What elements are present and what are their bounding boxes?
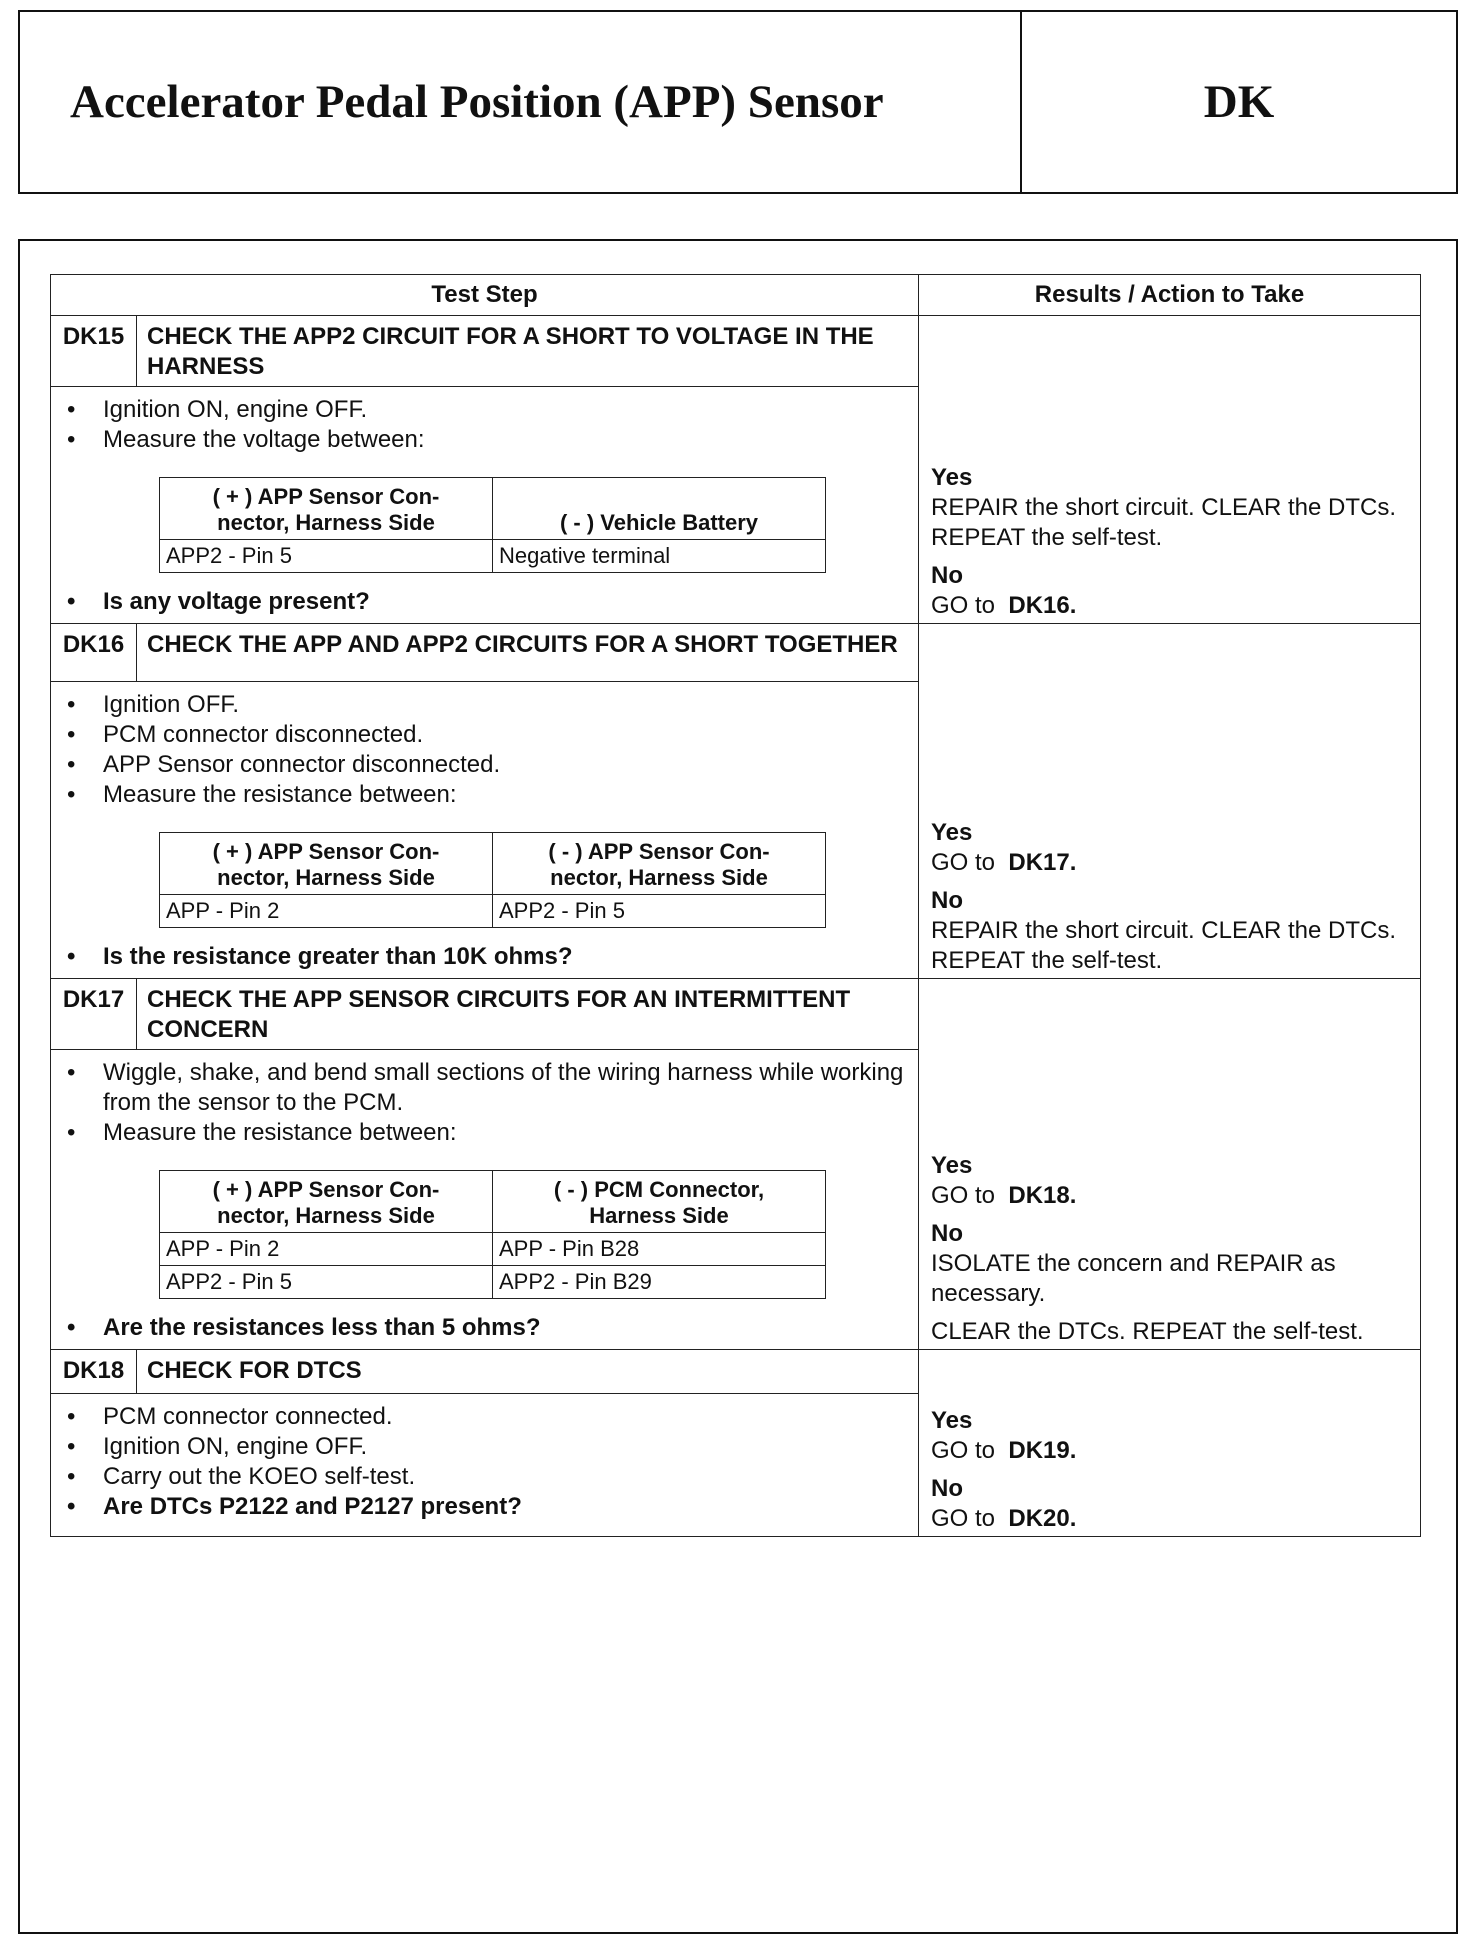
no-action: ISOLATE the concern and REPAIR as necessary. xyxy=(931,1250,1336,1307)
step-title-row xyxy=(51,316,1421,387)
diagnostic-table xyxy=(50,274,1421,1537)
step-result xyxy=(919,979,1421,1350)
list-item: • PCM connector connected. xyxy=(61,1402,908,1432)
yes-label: Yes xyxy=(931,464,973,491)
step-body xyxy=(51,682,919,979)
list-item: • Carry out the KOEO self-test. xyxy=(61,1462,908,1492)
step-code: DK17 xyxy=(51,979,137,1050)
step-title: CHECK THE APP AND APP2 CIRCUITS FOR A SHORT TOGETHER xyxy=(137,624,919,682)
table-header-row xyxy=(51,275,1421,316)
step-result xyxy=(919,316,1421,624)
section-code: DK xyxy=(1020,12,1456,192)
meas-header: ( + ) APP Sensor Con- nector, Harness Side xyxy=(160,833,493,895)
step-code: DK18 xyxy=(51,1350,137,1394)
list-item: • Wiggle, shake, and bend small sections of the wiring harness while working from the sensor to the PCM. xyxy=(61,1058,908,1118)
meas-header: ( - ) APP Sensor Con- nector, Harness Side xyxy=(493,833,826,895)
list-item: • Ignition OFF. xyxy=(61,690,908,720)
step-title-row xyxy=(51,1350,1421,1394)
list-item: • APP Sensor connector disconnected. xyxy=(61,750,908,780)
list-item: • PCM connector disconnected. xyxy=(61,720,908,750)
step-question: • Are DTCs P2122 and P2127 present? xyxy=(61,1492,908,1522)
no-action: GO to DK20. xyxy=(931,1505,1077,1532)
step-body xyxy=(51,1394,919,1537)
meas-cell: APP - Pin 2 xyxy=(160,1233,493,1266)
step-question: • Are the resistances less than 5 ohms? xyxy=(61,1313,908,1343)
yes-action: GO to DK17. xyxy=(931,849,1077,876)
yes-label: Yes xyxy=(931,819,973,846)
list-item: • Measure the resistance between: xyxy=(61,1118,908,1148)
measurement-table xyxy=(159,832,826,928)
meas-cell: APP2 - Pin 5 xyxy=(493,895,826,928)
step-result xyxy=(919,1350,1421,1537)
yes-action: GO to DK18. xyxy=(931,1182,1077,1209)
meas-cell: APP - Pin 2 xyxy=(160,895,493,928)
step-title-row xyxy=(51,979,1421,1050)
no-label: No xyxy=(931,1475,963,1502)
measurement-table xyxy=(159,1170,826,1299)
no-action: GO to DK16. xyxy=(931,592,1077,619)
no-label: No xyxy=(931,562,963,589)
step-title: CHECK FOR DTCS xyxy=(137,1350,919,1394)
yes-action: GO to DK19. xyxy=(931,1437,1077,1464)
no-action: REPAIR the short circuit. CLEAR the DTCs. REPEAT the self-test. xyxy=(931,917,1397,974)
no-label: No xyxy=(931,887,963,914)
page-header xyxy=(18,10,1458,194)
meas-header: ( + ) APP Sensor Con- nector, Harness Side xyxy=(160,1171,493,1233)
list-item: • Measure the resistance between: xyxy=(61,780,908,810)
page-title: Accelerator Pedal Position (APP) Sensor xyxy=(70,76,884,128)
meas-header: ( + ) APP Sensor Con- nector, Harness Side xyxy=(160,478,493,540)
step-code: DK16 xyxy=(51,624,137,682)
measurement-table xyxy=(159,477,826,573)
step-body xyxy=(51,1050,919,1350)
meas-cell: APP2 - Pin B29 xyxy=(493,1266,826,1299)
meas-cell: APP2 - Pin 5 xyxy=(160,540,493,573)
step-code: DK15 xyxy=(51,316,137,387)
list-item: • Measure the voltage between: xyxy=(61,425,908,455)
yes-label: Yes xyxy=(931,1407,973,1434)
meas-cell: Negative terminal xyxy=(493,540,826,573)
test-step-header: Test Step xyxy=(51,275,919,316)
step-title: CHECK THE APP SENSOR CIRCUITS FOR AN INTERMITTENT CONCERN xyxy=(137,979,919,1050)
step-result xyxy=(919,624,1421,979)
yes-action: REPAIR the short circuit. CLEAR the DTCs. REPEAT the self-test. xyxy=(931,494,1397,551)
meas-header: ( - ) PCM Connector, Harness Side xyxy=(493,1171,826,1233)
list-item: • Ignition ON, engine OFF. xyxy=(61,395,908,425)
meas-header: ( - ) Vehicle Battery xyxy=(493,478,826,540)
list-item: • Ignition ON, engine OFF. xyxy=(61,1432,908,1462)
step-title: CHECK THE APP2 CIRCUIT FOR A SHORT TO VOLTAGE IN THE HARNESS xyxy=(137,316,919,387)
step-question: • Is the resistance greater than 10K ohms? xyxy=(61,942,908,972)
results-header: Results / Action to Take xyxy=(919,275,1421,316)
meas-cell: APP - Pin B28 xyxy=(493,1233,826,1266)
no-action-continued: CLEAR the DTCs. REPEAT the self-test. xyxy=(931,1318,1364,1345)
meas-cell: APP2 - Pin 5 xyxy=(160,1266,493,1299)
step-question: • Is any voltage present? xyxy=(61,587,908,617)
no-label: No xyxy=(931,1220,963,1247)
step-title-row xyxy=(51,624,1421,682)
step-body xyxy=(51,387,919,624)
yes-label: Yes xyxy=(931,1152,973,1179)
